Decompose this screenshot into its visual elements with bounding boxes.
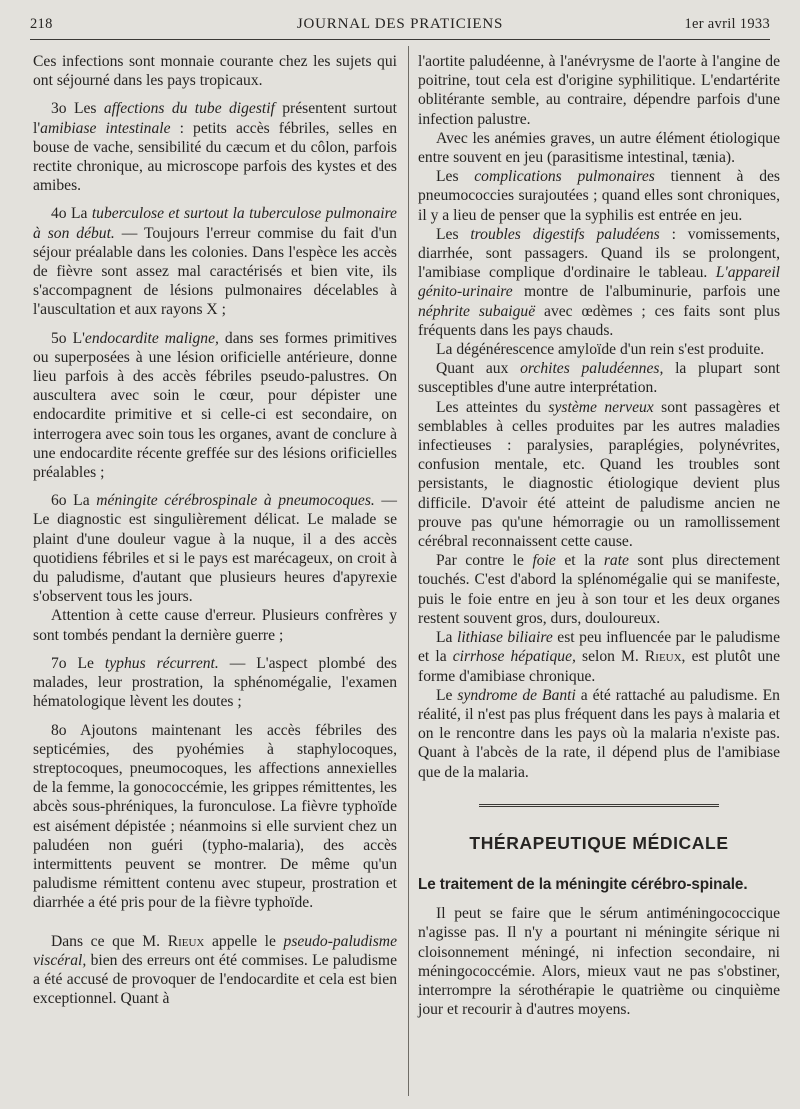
paragraph: Quant aux orchites paludéennes, la plupart sont susceptibles d'une autre interprétation.	[418, 360, 780, 397]
paragraph: La dégénérescence amyloïde d'un rein s'est produite.	[436, 341, 765, 359]
paragraph: Dans ce que M. Rieux appelle le pseudo-paludisme viscéral, bien des erreurs ont été commises. Le paludisme a été accusé de provoquer de l'endocardite et cela est bien exceptionnel. Quant à	[33, 932, 397, 1008]
emphasis: rate	[603, 552, 629, 570]
emphasis: typhus récurrent.	[104, 654, 219, 672]
header-rule	[30, 39, 770, 40]
paragraph: Ces infections sont monnaie courante chez les sujets qui ont séjourné dans les pays tropicaux.	[33, 53, 397, 90]
emphasis: lithiase biliaire	[456, 629, 553, 647]
item-number: 5o L'	[51, 329, 85, 347]
issue-date: 1er avril 1933	[684, 16, 770, 32]
paragraph: Le syndrome de Banti a été rattaché au paludisme. En réalité, il n'est pas plus fréquent dans les pays à malaria et on le rencontre dans les pays où la malaria n'existe pas. Quant à l'abcès de la rate, il dépend plus de l'amibiase que de la malaria.	[418, 686, 780, 781]
paragraph: 4o La tuberculose et surtout la tuberculose pulmonaire à son début. — Toujours l'erreur commise du fait d'un séjour préalable dans les colonies. Dans l'espèce les accès de fièvre sont assez mal caractérisés et bien vite, ils s'accompagnent de lésions pulmonaires décelables à l'auscultation et aux rayons X ;	[33, 205, 397, 319]
item-number: 3o Les	[51, 100, 104, 118]
paragraph: Il peut se faire que le sérum antiméningococcique n'agisse pas. Il n'y a pourtant ni méningite sérique ni cloisonnement méningé, ni infection secondaire, ni méningococcémie. Alors, mieux vaut ne pas s'obstiner, interrompre la sérothérapie le quatrième ou cinquième jour et recourir à d'autres moyens.	[418, 905, 780, 1019]
emphasis: amibiase intestinale	[40, 119, 171, 137]
left-column	[33, 52, 397, 1008]
item-number: 4o La	[51, 205, 92, 223]
emphasis: système nerveux	[548, 398, 654, 416]
paragraph: 6o La méningite cérébrospinale à pneumocoques. — Le diagnostic est singulièrement délicat. Le malade se plaint d'une douleur vague à la nuque, il a des accès quotidiens fébriles et si le pays est marécageux, on croit à du paludisme, d'autant que plusieurs heures d'apyrexie s'observent tous les jours.	[33, 492, 397, 606]
author-name: Rieux	[167, 932, 205, 950]
emphasis: pseudo-paludisme viscéral,	[33, 932, 397, 969]
running-head	[30, 14, 770, 40]
section-title: THÉRAPEUTIQUE MÉDICALE	[469, 832, 729, 853]
paragraph: Attention à cette cause d'erreur. Plusieurs confrères y sont tombés pendant la dernière guerre ;	[33, 607, 397, 644]
emphasis: troubles digestifs paludéens	[470, 225, 660, 243]
paragraph: Les complications pulmonaires tiennent à des pneumococcies surajoutées ; quand elles sont chroniques, il y a lieu de penser que la syphilis est entrée en jeu.	[418, 168, 780, 224]
paragraph: 3o Les affections du tube digestif présentent surtout l'amibiase intestinale : petits accès fébriles, selles en bouse de vache, sensibilité du cæcum et du côlon, parfois rectite chronique, au microscope parfois des kystes et des amibes.	[33, 100, 398, 195]
emphasis: complications pulmonaires	[474, 168, 655, 186]
emphasis: néphrite subaiguë	[418, 302, 536, 320]
paragraph: 8o Ajoutons maintenant les accès fébriles des septicémies, des pyohémies à staphylocoques, streptocoques, pneumocoques, les affections annexielles de la femme, la gonococcémie, les grippes rémittentes, les abcès sous-phréniques, la furonculose. La fièvre typhoïde est aisément dépistée ; néanmoins si elle survient chez un paludéen non guéri (typho-malaria), des accès intermittents peuvent se montrer. De même qu'un paludisme rémittent contenu avec stupeur, prostration et diarrhée a été pris pour de la fièvre typhoïde.	[33, 721, 397, 912]
emphasis: cirrhose hépatique,	[452, 648, 576, 666]
emphasis: orchites paludéennes,	[520, 360, 664, 378]
emphasis: affections du tube digestif	[103, 100, 275, 118]
paragraph: 7o Le typhus récurrent. — L'aspect plombé des malades, leur prostration, la sphénomégalie, l'examen hématologique lèvent les doutes ;	[33, 654, 398, 711]
emphasis: méningite cérébrospinale à pneumocoques.	[96, 492, 375, 510]
author-name: Rieux,	[644, 648, 686, 666]
paragraph: Avec les anémies graves, un autre élément étiologique entre souvent en jeu (parasitisme intestinal, tænia).	[418, 129, 780, 167]
paragraph: Par contre le foie et la rate sont plus directement touchés. C'est d'abord la splénomégalie qui se manifeste, puis le foie entre en jeu à son tour et les deux organes restent souvent gros, durs, douloureux.	[418, 552, 780, 627]
right-column	[418, 52, 780, 1019]
page-number: 218	[30, 16, 53, 32]
paragraph: Les atteintes du système nerveux sont passagères et semblables à celles produites par les autres maladies infectieuses : paralysies, paraplégies, polynévrites, confusion mentale, etc. Quand les troubles sont persistants, le diagnostic étiologique devient plus difficile. D'avoir été atteint de paludisme ancien ne prouve pas qu'une hémorragie ou un ramollissement cérébral reconnaissent cette cause.	[418, 398, 780, 551]
journal-title: JOURNAL DES PRATICIENS	[296, 16, 504, 32]
paragraph: l'aortite paludéenne, à l'anévrysme de l'aorte à l'angine de poitrine, tout cela est d'origine syphilitique. L'endartérite oblitérante semble, au contraire, dépendre parfois d'une infection palustre.	[418, 53, 780, 128]
paragraph: La lithiase biliaire est peu influencée par le paludisme et la cirrhose hépatique, selon M. Rieux, est plutôt une forme d'amibiase chronique.	[418, 629, 780, 685]
emphasis: L'appareil génito-urinaire	[418, 264, 780, 301]
paragraph: Les troubles digestifs paludéens : vomissements, diarrhée, sont passagers. Quand ils se prolongent, l'amibiase complique d'ordinaire le tableau. L'appareil génito-urinaire montre de l'albuminurie, parfois une néphrite subaiguë avec œdèmes ; ces faits sont plus fréquents dans les pays chauds.	[418, 225, 781, 339]
column-divider	[408, 46, 409, 1096]
section-divider	[479, 804, 719, 810]
emphasis: syndrome de Banti	[457, 686, 576, 704]
item-number: 7o Le	[51, 654, 105, 672]
item-number: 6o La	[51, 492, 97, 510]
article-title: Le traitement de la méningite cérébro-spinale.	[418, 875, 748, 893]
emphasis: endocardite maligne,	[84, 329, 219, 347]
emphasis: foie	[532, 552, 556, 570]
paragraph: 5o L'endocardite maligne, dans ses formes primitives ou superposées à une lésion orificielle antérieure, donne lieu parfois à des accès fébriles pseudo-palustres. On auscultera avec soin le cœur, pour dépister une endocardite primitive et si celle-ci est secondaire, on interrogera avec soin tous les organes, avant de conclure à une endocardite récente greffée sur des lésions orificielles préalables ;	[33, 329, 397, 482]
emphasis: tuberculose et surtout la tuberculose pulmonaire à son début.	[33, 205, 397, 242]
